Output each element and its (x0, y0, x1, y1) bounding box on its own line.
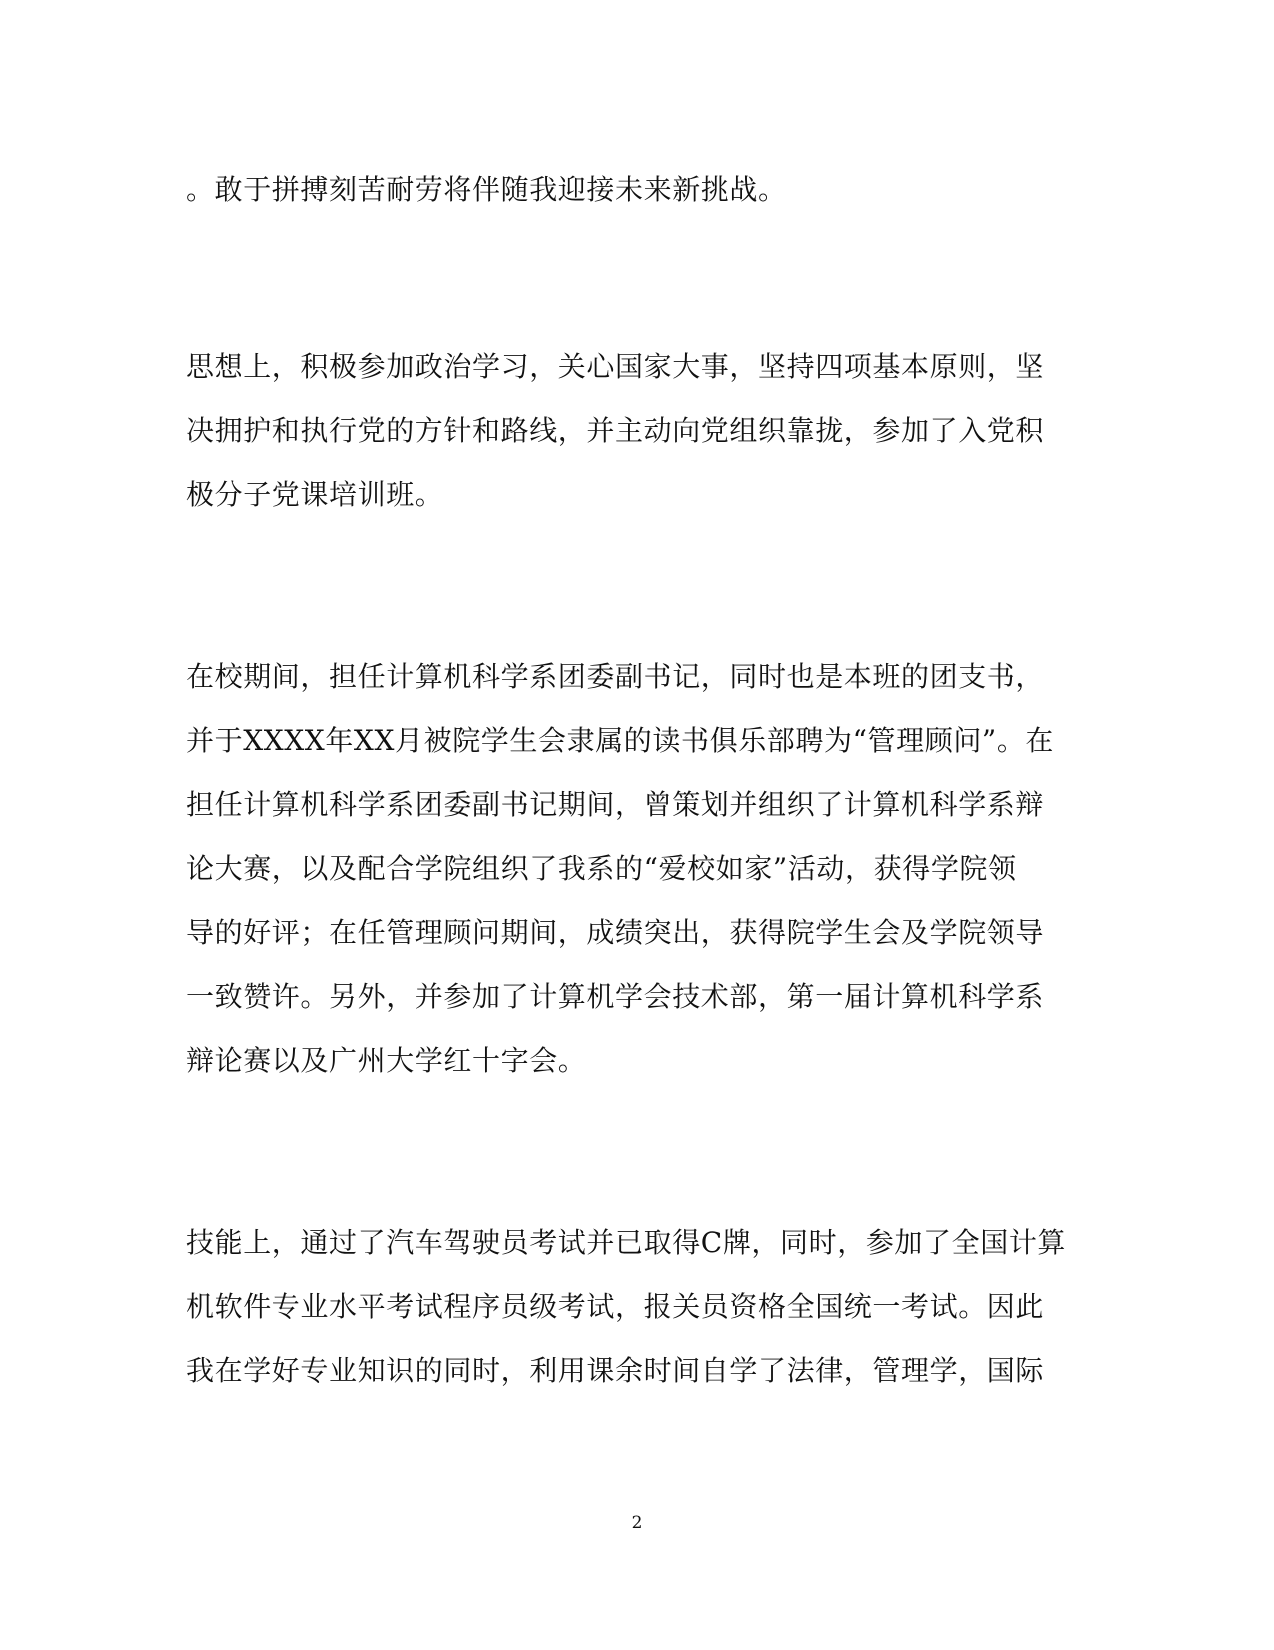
paragraph-line: 机软件专业水平考试程序员级考试，报关员资格全国统一考试。因此 (186, 1290, 1045, 1323)
paragraph-line: 思想上，积极参加政治学习，关心国家大事，坚持四项基本原则，坚 (186, 350, 1045, 383)
paragraph-line: 导的好评；在任管理顾问期间，成绩突出，获得院学生会及学院领导 (186, 916, 1045, 949)
page-number: 2 (631, 1513, 643, 1533)
paragraph-line: 并于XXXX年XX月被院学生会隶属的读书俱乐部聘为“管理顾问”。在 (186, 724, 1055, 757)
paragraph-line: 在校期间，担任计算机科学系团委副书记，同时也是本班的团支书， (186, 660, 1045, 693)
paragraph-line: 决拥护和执行党的方针和路线，并主动向党组织靠拢，参加了入党积 (186, 414, 1045, 447)
paragraph-line: 辩论赛以及广州大学红十字会。 (186, 1044, 587, 1077)
paragraph-line: 论大赛，以及配合学院组织了我系的“爱校如家”活动，获得学院领 (186, 852, 1017, 885)
paragraph-line: 。敢于拼搏刻苦耐劳将伴随我迎接未来新挑战。 (186, 173, 787, 206)
paragraph-line: 我在学好专业知识的同时，利用课余时间自学了法律，管理学，国际 (186, 1354, 1045, 1387)
paragraph-line: 担任计算机科学系团委副书记期间，曾策划并组织了计算机科学系辩 (186, 788, 1045, 821)
paragraph-line: 技能上，通过了汽车驾驶员考试并已取得C牌，同时，参加了全国计算 (186, 1226, 1067, 1259)
paragraph-line: 极分子党课培训班。 (186, 478, 444, 511)
paragraph-line: 一致赞许。另外，并参加了计算机学会技术部，第一届计算机科学系 (186, 980, 1045, 1013)
